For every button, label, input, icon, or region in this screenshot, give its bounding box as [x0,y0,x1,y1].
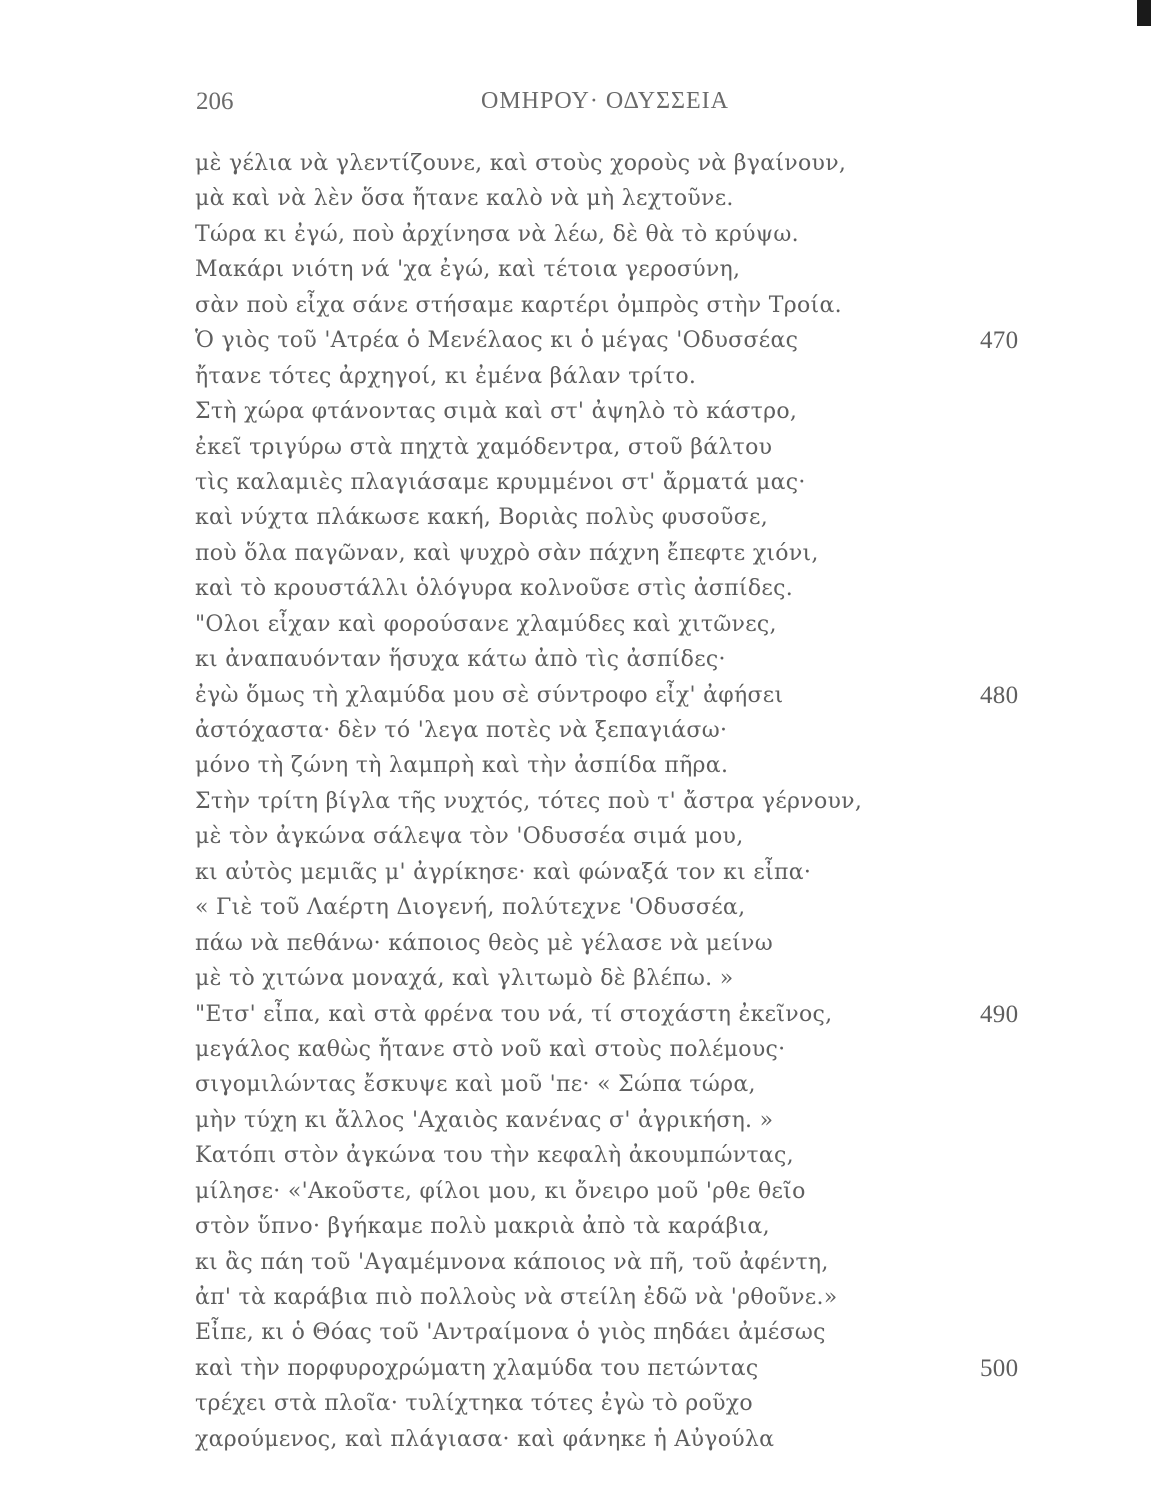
verse-line [195,1386,1075,1421]
verse-line [195,181,1075,216]
verse-text: στὸν ὕπνο· βγήκαμε πολὺ μακριὰ ἀπὸ τὰ καράβια, [195,1214,770,1240]
verse-line [195,252,1075,287]
verse-text: Εἶπε, κι ὁ Θόας τοῦ 'Αντραίμονα ὁ γιὸς πηδάει ἀμέσως [195,1320,826,1346]
verse-text: κι ἂς πάη τοῦ 'Αγαμέμνονα κάποιος νὰ πῆ, τοῦ ἀφέντη, [195,1249,829,1275]
page-number: 206 [196,88,234,115]
verse-line [195,536,1075,571]
verse-text: ποὺ ὅλα παγῶναν, καὶ ψυχρὸ σὰν πάχνη ἔπεφτε χιόνι, [195,540,819,566]
verse-text: μεγάλος καθὼς ἤτανε στὸ νοῦ καὶ στοὺς πολέμους· [195,1036,786,1062]
verse-text: μὴν τύχη κι ἄλλος 'Αχαιὸς κανένας σ' ἀγρικήση. » [195,1107,774,1133]
verse-line [195,748,1075,783]
verse-text: "Ετσ' εἶπα, καὶ στὰ φρένα του νά, τί στοχάστη ἐκεῖνος, [195,1001,833,1027]
verse-text: σιγομιλώντας ἔσκυψε καὶ μοῦ 'πε· « Σώπα τώρα, [195,1072,756,1098]
verse-text: πάω νὰ πεθάνω· κάποιος θεὸς μὲ γέλασε νὰ μείνω [195,930,773,956]
verse-text: ἤτανε τότες ἀρχηγοί, κι ἐμένα βάλαν τρίτο. [195,363,697,389]
verse-line [195,890,1075,925]
verse-line [195,1067,1075,1102]
verse-text: κι ἀναπαυόνταν ἥσυχα κάτω ἀπὸ τὶς ἀσπίδες· [195,647,726,673]
running-title: ΟΜΗΡΟΥ· ΟΔΥΣΣΕΙΑ [481,88,730,114]
verse-text: μίλησε· «'Ακοῦστε, φίλοι μου, κι ὄνειρο μοῦ 'ρθε θεῖο [195,1178,806,1204]
verse-line [195,713,1075,748]
verse-text: "Ολοι εἶχαν καὶ φορούσανε χλαμύδες καὶ χιτῶνες, [195,611,777,637]
verse-line [195,607,1075,642]
verse-text: καὶ νύχτα πλάκωσε κακή, Βοριὰς πολὺς φυσοῦσε, [195,505,769,531]
verse-line [195,1103,1075,1138]
verse-line [195,784,1075,819]
line-number: 500 [980,1354,1019,1382]
verse-line [195,1422,1075,1457]
verse-line [195,642,1075,677]
verse-line [195,571,1075,606]
verse-text: ἐκεῖ τριγύρω στὰ πηχτὰ χαμόδεντρα, στοῦ βάλτου [195,434,773,460]
verse-text: Στὴν τρίτη βίγλα τῆς νυχτός, τότες ποὺ τ' ἄστρα γέρνουν, [195,788,863,814]
verse-line [195,1245,1075,1280]
verse-text: μόνο τὴ ζώνη τὴ λαμπρὴ καὶ τὴν ἀσπίδα πῆρα. [195,753,729,779]
verse-line [195,430,1075,465]
verse-text: χαρούμενος, καὶ πλάγιασα· καὶ φάνηκε ἡ Αὐγούλα [195,1426,775,1452]
verse-line [195,288,1075,323]
page-header [0,88,1151,128]
line-number: 490 [980,1000,1019,1028]
line-number: 480 [980,681,1019,709]
verse-line [195,1174,1075,1209]
verse-line [195,500,1075,535]
verse-text: τρέχει στὰ πλοῖα· τυλίχτηκα τότες ἐγὼ τὸ ροῦχο [195,1391,753,1417]
verse-line [195,855,1075,890]
scan-edge-shadow [1137,0,1151,26]
verse-body [195,146,1075,1457]
verse-line [195,1280,1075,1315]
verse-line [195,146,1075,181]
verse-line [195,1032,1075,1067]
verse-text: μὰ καὶ νὰ λὲν ὅσα ἤτανε καλὸ νὰ μὴ λεχτοῦνε. [195,186,734,212]
verse-text: κι αὐτὸς μεμιᾶς μ' ἀγρίκησε· καὶ φώναξά τον κι εἶπα· [195,859,812,885]
verse-text: μὲ τὸν ἀγκώνα σάλεψα τὸν 'Οδυσσέα σιμά μου, [195,824,744,850]
verse-text: Ὁ γιὸς τοῦ 'Ατρέα ὁ Μενέλαος κι ὁ μέγας 'Οδυσσέας [195,328,799,354]
verse-line [195,465,1075,500]
line-number: 470 [980,327,1019,355]
verse-text: ἐγὼ ὅμως τὴ χλαμύδα μου σὲ σύντροφο εἶχ' ἀφήσει [195,682,784,708]
verse-text: « Γιὲ τοῦ Λαέρτη Διογενή, πολύτεχνε 'Οδυσσέα, [195,895,746,921]
verse-text: μὲ τὸ χιτώνα μοναχά, καὶ γλιτωμὸ δὲ βλέπω. » [195,966,734,992]
verse-line [195,394,1075,429]
verse-text: Τώρα κι ἐγώ, ποὺ ἀρχίνησα νὰ λέω, δὲ θὰ τὸ κρύψω. [195,221,799,247]
verse-text: καὶ τὸ κρουστάλλι ὁλόγυρα κολνοῦσε στὶς ἀσπίδες. [195,576,794,602]
verse-line [195,359,1075,394]
verse-text: Μακάρι νιότη νά 'χα ἐγώ, καὶ τέτοια γεροσύνη, [195,257,741,283]
verse-line [195,1138,1075,1173]
verse-line [195,961,1075,996]
verse-text: ἀστόχαστα· δὲν τό 'λεγα ποτὲς νὰ ξεπαγιάσω· [195,718,728,743]
verse-text: Κατόπι στὸν ἀγκώνα του τὴν κεφαλὴ ἀκουμπώντας, [195,1143,794,1169]
verse-line [195,678,1075,713]
verse-text: ἀπ' τὰ καράβια πιὸ πολλοὺς νὰ στείλη ἐδῶ νὰ 'ρθοῦνε.» [195,1285,838,1310]
verse-text: σὰν ποὺ εἶχα σάνε στήσαμε καρτέρι ὀμπρὸς στὴν Τροία. [195,292,842,318]
verse-line [195,926,1075,961]
verse-text: μὲ γέλια νὰ γλεντίζουνε, καὶ στοὺς χοροὺς νὰ βγαίνουν, [195,151,847,176]
verse-line [195,1315,1075,1350]
verse-line [195,997,1075,1032]
verse-text: καὶ τὴν πορφυροχρώματη χλαμύδα του πετώντας [195,1355,759,1381]
verse-line [195,1209,1075,1244]
verse-line [195,323,1075,358]
verse-text: τὶς καλαμιὲς πλαγιάσαμε κρυμμένοι στ' ἄρματά μας· [195,469,806,495]
verse-line [195,819,1075,854]
verse-line [195,217,1075,252]
verse-line [195,1351,1075,1386]
verse-text: Στὴ χώρα φτάνοντας σιμὰ καὶ στ' ἀψηλὸ τὸ κάστρο, [195,399,798,425]
